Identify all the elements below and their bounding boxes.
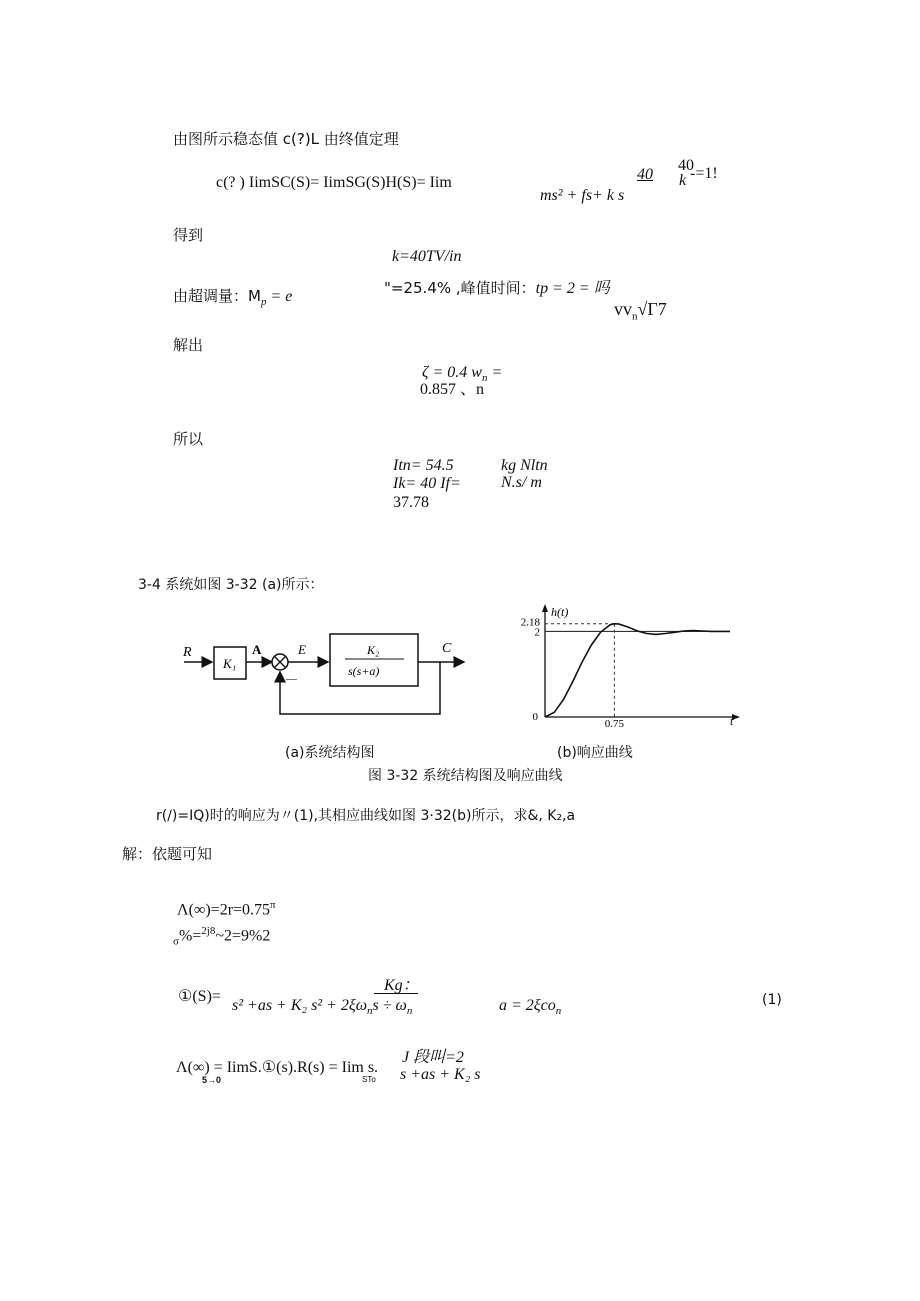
closed-loop-tf-den: s² +as + K₂ $s^2 + 2\xi\omega_ns \div \omega_n$ xyxy=(232,997,413,1018)
origin-label: 0 xyxy=(532,711,538,723)
result-k-f: Ik= 40 If= xyxy=(393,475,461,492)
block-diagram xyxy=(178,622,468,722)
gain-label: K₁ xyxy=(223,656,237,671)
overshoot-label: 由超调量：$M_p = e$ xyxy=(173,287,293,308)
tf-denominator: s(s+a) xyxy=(348,664,380,678)
text-line-1: 由图所示稳态值 c(?)L 由终值定理 xyxy=(173,130,399,148)
x-tick-label-peak: 0.75 xyxy=(604,718,624,727)
limit-equation: c(? ) IimSC(S)= IimSG(S)H(S)= Iim xyxy=(216,174,452,191)
minus-sign: — xyxy=(286,673,297,685)
overshoot-value: "=25.4% ,峰值时间：tp = 2 = 吗 xyxy=(384,279,610,297)
caption-a: (a)系统结构图 xyxy=(285,745,375,761)
response-curve xyxy=(545,624,730,717)
equation-number: (1) xyxy=(762,992,782,1008)
text-line-dedao: 得到 xyxy=(173,226,204,244)
limit-subscript-2: STo xyxy=(362,1075,376,1084)
response-chart xyxy=(508,602,748,727)
a-relation: a = 2ξco$_n$ xyxy=(499,997,562,1018)
fraction-numerator: 40 xyxy=(637,166,653,183)
result-m: Itn= 54.5 xyxy=(393,457,454,474)
transfer-function-block xyxy=(330,634,418,686)
final-value-num: J 段叫=2 xyxy=(402,1049,464,1066)
final-value-den: s +as + K₂ s xyxy=(400,1066,481,1083)
tf-numerator: K₂ xyxy=(367,643,380,657)
y-tick-label-steady: 2 xyxy=(534,626,540,639)
fraction-denominator: ms² + fs+ k s xyxy=(540,187,625,204)
zeta-result: ζ = 0.4 $w_n$ = xyxy=(422,364,503,385)
input-label: R xyxy=(183,645,192,660)
side-fraction-bottom: k xyxy=(679,172,687,189)
figure-title: 图 3-32 系统结构图及响应曲线 xyxy=(368,768,563,784)
error-label: E xyxy=(298,642,306,657)
solution-intro: 解：依题可知 xyxy=(122,845,213,863)
k-result: k=40TV/in xyxy=(392,248,462,265)
problem-heading: 3-4 系统如图 3-32 (a)所示： xyxy=(138,577,324,593)
side-fraction-top: 40 xyxy=(678,157,694,174)
text-line-jiechu: 解出 xyxy=(173,336,204,354)
text-line-suoyi: 所以 xyxy=(173,430,204,448)
limit-subscript-1: 5→0 xyxy=(202,1075,222,1085)
unit-line-1: kg Nltn xyxy=(501,457,548,474)
closed-loop-tf-left: ①(S)= xyxy=(178,988,221,1005)
overshoot-eq: $_\sigma$%=$^{2j8}$~2=9%2 xyxy=(173,925,271,948)
unit-line-2: N.s/ m xyxy=(501,474,542,491)
result-f-value: 37.78 xyxy=(393,494,429,511)
node-a-label: A xyxy=(252,642,262,657)
caption-b: (b)响应曲线 xyxy=(557,745,633,761)
problem-statement: r(/)=IQ)时的响应为〃(1),其相应曲线如图 3·32(b)所示，求&, K₂,a xyxy=(156,808,576,824)
y-tick-label-peak: 2.18 xyxy=(520,616,540,629)
final-value-eq: Λ(∞) = IimS.①(s).R(s) = Iim s. xyxy=(176,1059,379,1076)
peak-time-eq: $\Lambda(\infty)=2r=0.75^\pi$ xyxy=(177,899,276,919)
closed-loop-fraction-bar xyxy=(374,993,418,994)
wn-result: 0.857 、n xyxy=(420,381,485,398)
x-axis-label: t xyxy=(730,714,734,727)
tp-denominator: $vv_n√\Gamma 7$ xyxy=(614,299,667,323)
closed-loop-tf-num: Kg： xyxy=(384,977,419,994)
y-axis-label: h(t) xyxy=(551,605,569,619)
output-label: C xyxy=(442,641,452,656)
side-fraction-tail: -=1! xyxy=(690,165,718,182)
